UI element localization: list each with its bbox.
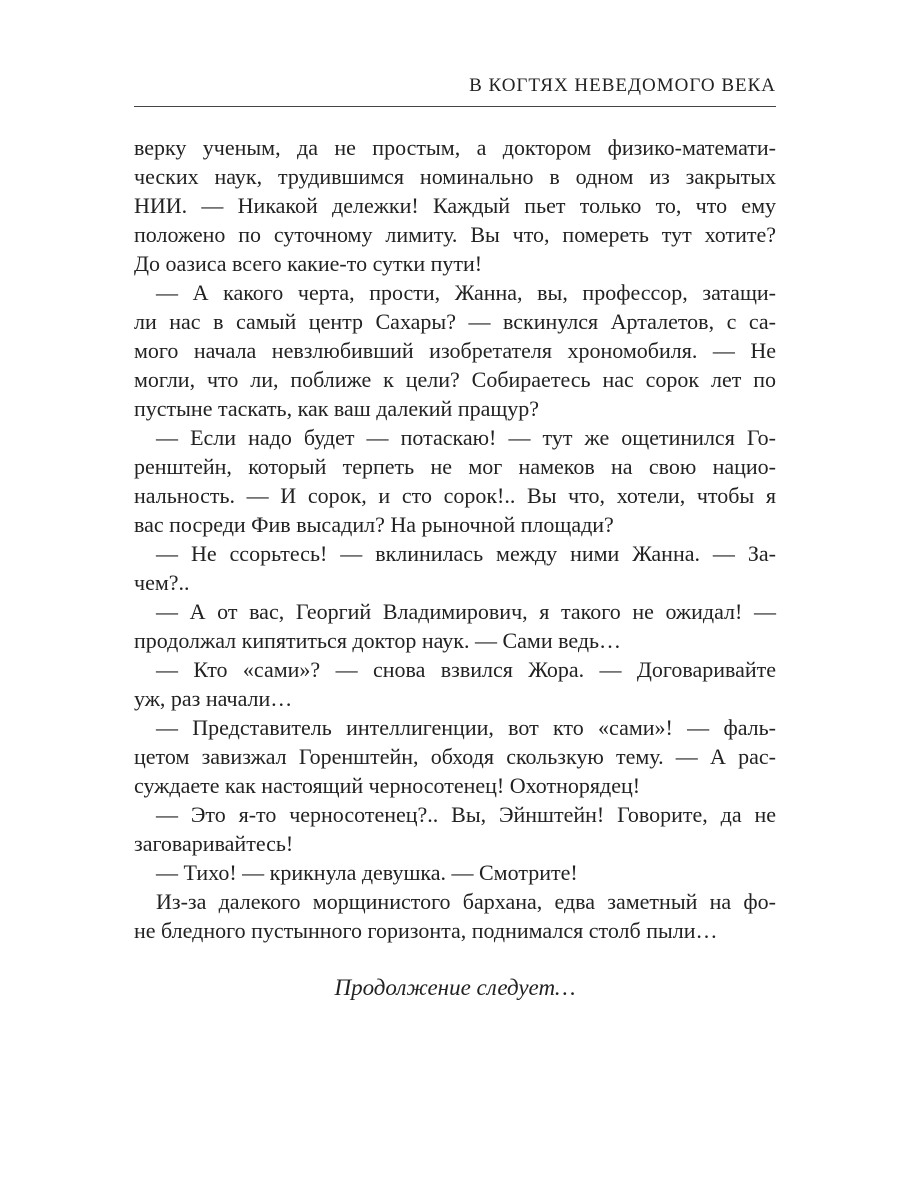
text-line: положено по суточному лимиту. Вы что, помереть тут хотите? (134, 222, 776, 247)
text-line: продолжал кипятиться доктор наук. — Сами ведь… (134, 628, 622, 653)
text-line: могли, что ли, поближе к цели? Собираетесь нас сорок лет по (134, 367, 776, 392)
text-line: мого начала невзлюбивший изобретателя хрономобиля. — Не (134, 338, 776, 363)
text-line: Из-за далекого морщинистого бархана, едва заметный на фо- (156, 889, 776, 914)
text-line: НИИ. — Никакой дележки! Каждый пьет только то, что ему (134, 193, 776, 218)
text-line: — А какого черта, прости, Жанна, вы, профессор, затащи- (156, 280, 776, 305)
text-line: — Тихо! — крикнула девушка. — Смотрите! (156, 860, 578, 885)
text-line: — Кто «сами»? — снова взвился Жора. — Договаривайте (156, 657, 776, 682)
text-line: чем?.. (134, 570, 190, 595)
running-title: В КОГТЯХ НЕВЕДОМОГО ВЕКА (469, 75, 776, 96)
text-line: уж, раз начали… (134, 686, 293, 711)
text-line: нальность. — И сорок, и сто сорок!.. Вы что, хотели, чтобы я (134, 483, 776, 508)
text-line: пустыне таскать, как ваш далекий пращур? (134, 396, 540, 421)
text-line: не бледного пустынного горизонта, поднимался столб пыли… (134, 918, 718, 943)
text-line: заговаривайтесь! (134, 831, 294, 856)
body-text (134, 133, 776, 945)
text-line: — Представитель интеллигенции, вот кто «сами»! — фаль- (156, 715, 776, 740)
text-line: ли нас в самый центр Сахары? — вскинулся Арталетов, с са- (134, 309, 776, 334)
continuation-note: Продолжение следует… (334, 975, 576, 1000)
text-line: ческих наук, трудившимся номинально в одном из закрытых (134, 164, 776, 189)
text-line: верку ученым, да не простым, а доктором физико-математи- (134, 135, 776, 160)
text-line: цетом завизжал Горенштейн, обходя скользкую тему. — А рас- (134, 744, 776, 769)
header-rule (134, 106, 776, 107)
page-content (134, 76, 776, 1002)
text-line: — Это я-то черносотенец?.. Вы, Эйнштейн! Говорите, да не (156, 802, 776, 827)
text-line: — Не ссорьтесь! — вклинилась между ними Жанна. — За- (156, 541, 776, 566)
text-line: ренштейн, который терпеть не мог намеков на свою нацио- (134, 454, 776, 479)
text-line: — А от вас, Георгий Владимирович, я такого не ожидал! — (156, 599, 776, 624)
text-line: вас посреди Фив высадил? На рыночной площади? (134, 512, 614, 537)
text-line: суждаете как настоящий черносотенец! Охотнорядец! (134, 773, 641, 798)
text-line: — Если надо будет — потаскаю! — тут же ощетинился Го- (156, 425, 776, 450)
text-line: До оазиса всего какие-то сутки пути! (134, 251, 483, 276)
